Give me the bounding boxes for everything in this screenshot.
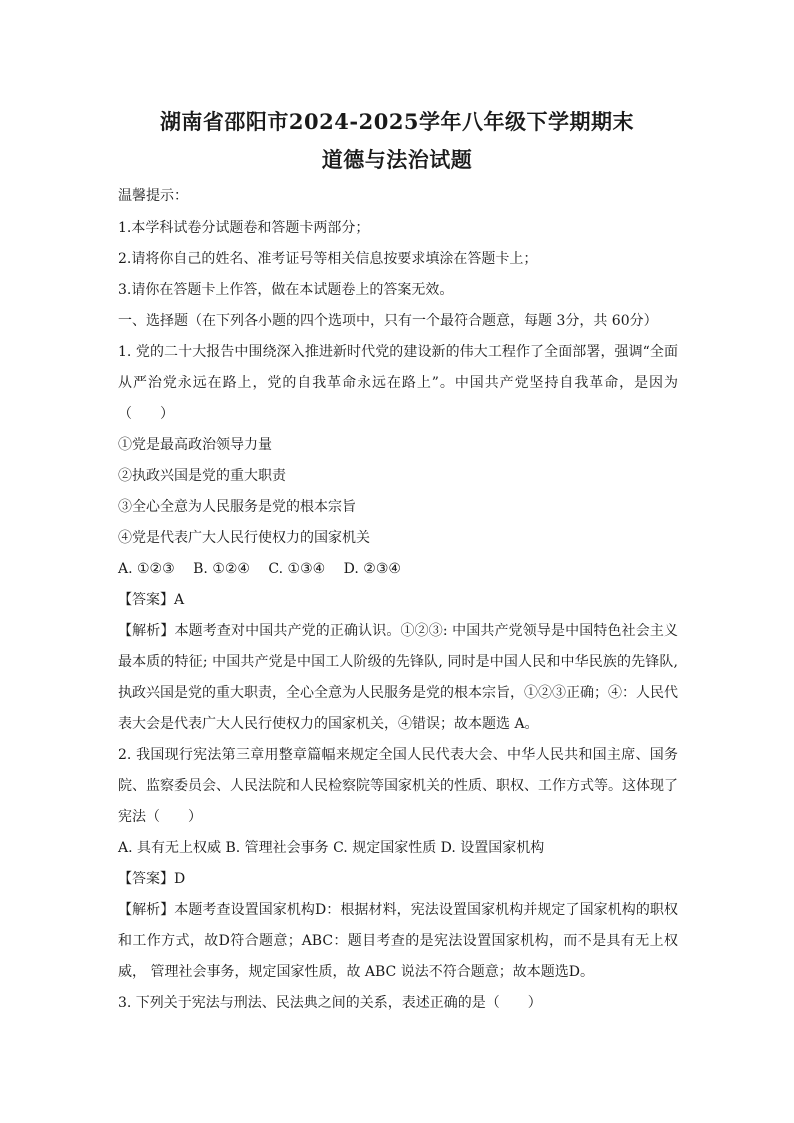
q1-stem-line: 从严治党永远在路上，党的自我革命永远在路上”。中国共产党坚持自我革命，是因为 [118, 375, 678, 391]
q2-analysis-line: 威， 管理社会事务，规定国家性质，故 ABC 说法不符合题意；故本题选D。 [118, 964, 594, 980]
q1-analysis-line: 最本质的特征; 中国共产党是中国工人阶级的先锋队, 同时是中国人民和中华民族的先锋队, [118, 654, 678, 670]
q2-options: A. 具有无上权威 B. 管理社会事务 C. 规定国家性质 D. 设置国家机构 [118, 840, 545, 856]
q1-analysis-line: 【解析】本题考查对中国共产党的正确认识。①②③: 中国共产党领导是中国特色社会主义 [118, 623, 678, 639]
q1-option-c: C. ①③④ [268, 561, 326, 577]
q1-statement: ②执政兴国是党的重大职责 [118, 468, 286, 484]
q1-statement: ④党是代表广大人民行使权力的国家机关 [118, 530, 370, 546]
q1-option-d: D. ②③④ [343, 561, 401, 577]
q1-answer: 【答案】A [118, 592, 185, 608]
tip-item: 3.请你在答题卡上作答，做在本试题卷上的答案无效。 [118, 282, 454, 298]
q2-stem-line: 院、监察委员会、人民法院和人民检察院等国家机关的性质、职权、工作方式等。这体现了 [118, 778, 678, 794]
q1-analysis-line: 表大会是代表广大人民行使权力的国家机关，④错误；故本题选 A。 [118, 716, 539, 732]
tips-heading: 温馨提示： [118, 188, 188, 204]
q2-stem-line: 宪法（ ） [118, 809, 202, 825]
section-heading: 一、选择题（在下列各小题的四个选项中，只有一个最符合题意，每题 3分，共 60分） [118, 313, 658, 329]
q1-options [118, 559, 678, 579]
q1-statement: ③全心全意为人民服务是党的根本宗旨 [118, 499, 356, 515]
exam-title: 湖南省邵阳市2024-2025学年八年级下学期期末 [159, 109, 635, 134]
exam-subtitle: 道德与法治试题 [321, 147, 473, 172]
q2-analysis-line: 和工作方式，故D符合题意；ABC：题目考查的是宪法设置国家机构，而不是具有无上权 [118, 933, 678, 949]
q1-stem-line: 1. 党的二十大报告中围绕深入推进新时代党的建设新的伟大工程作了全面部署，强调“全面 [118, 344, 678, 360]
q2-answer: 【答案】D [118, 871, 186, 887]
q2-analysis-line: 【解析】本题考查设置国家机构D：根据材料，宪法设置国家机构并规定了国家机构的职权 [118, 902, 678, 918]
q1-paren: （ ） [118, 406, 174, 422]
q3-stem: 3. 下列关于宪法与刑法、民法典之间的关系，表述正确的是（ ） [118, 995, 542, 1011]
q1-analysis-line: 执政兴国是党的重大职责，全心全意为人民服务是党的根本宗旨，①②③正确；④：人民代 [118, 685, 678, 701]
q1-option-b: B. ①②④ [193, 561, 250, 577]
q2-stem-line: 2. 我国现行宪法第三章用整章篇幅来规定全国人民代表大会、中华人民共和国主席、国务 [118, 747, 678, 763]
tip-item: 2.请将你自己的姓名、准考证号等相关信息按要求填涂在答题卡上； [118, 251, 538, 267]
tip-item: 1.本学科试卷分试题卷和答题卡两部分； [118, 220, 370, 236]
q1-option-a: A. ①②③ [118, 561, 175, 577]
q1-statement: ①党是最高政治领导力量 [118, 437, 272, 453]
